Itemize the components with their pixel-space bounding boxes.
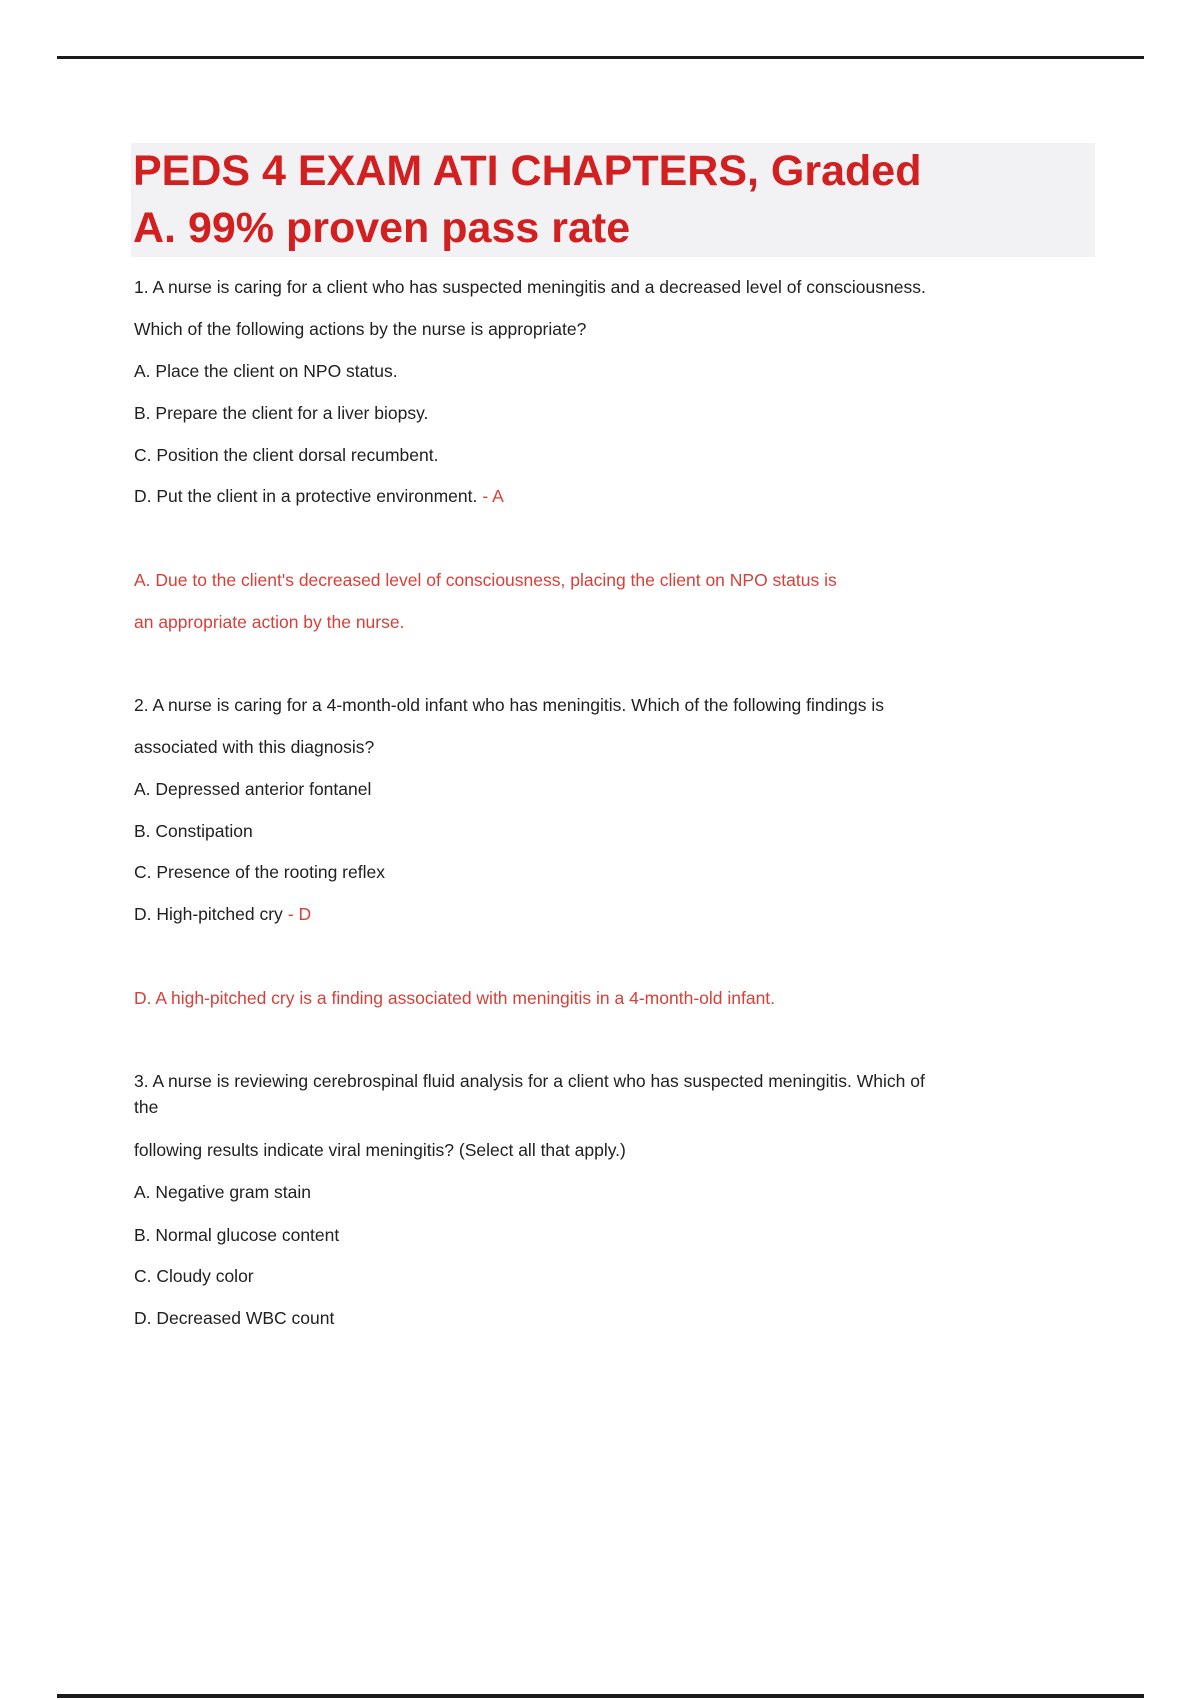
q3-option-a: A. Negative gram stain <box>134 1182 312 1202</box>
q2-option-a: A. Depressed anterior fontanel <box>134 779 372 799</box>
footer-rule <box>57 1694 1144 1698</box>
q1-option-a: A. Place the client on NPO status. <box>134 361 398 381</box>
q1-option-b: B. Prepare the client for a liver biopsy. <box>134 403 429 423</box>
q1-option-c: C. Position the client dorsal recumbent. <box>134 445 439 465</box>
q2-stem-line-1: 2. A nurse is caring for a 4-month-old infant who has meningitis. Which of the following findings is <box>134 695 884 715</box>
page-title <box>133 143 1095 257</box>
q2-option-c: C. Presence of the rooting reflex <box>134 862 385 882</box>
page-title-line-2: A. 99% proven pass rate <box>133 204 631 252</box>
q2-answer-marker: - D <box>287 904 312 924</box>
q3-stem-line-2: the <box>134 1097 159 1117</box>
q1-answer-marker: - A <box>482 486 504 506</box>
q1-rationale-line-1: A. Due to the client's decreased level of consciousness, placing the client on NPO status is <box>134 570 837 590</box>
q1-rationale-line-2: an appropriate action by the nurse. <box>134 612 405 632</box>
q2-option-b: B. Constipation <box>134 821 253 841</box>
title-highlight-box <box>131 143 1095 257</box>
q1-stem-line-1: 1. A nurse is caring for a client who has suspected meningitis and a decreased level of consciousness. <box>134 277 926 297</box>
header-rule <box>57 56 1144 59</box>
q3-option-b: B. Normal glucose content <box>134 1225 340 1245</box>
q3-option-c: C. Cloudy color <box>134 1266 254 1286</box>
q1-stem-line-2: Which of the following actions by the nurse is appropriate? <box>134 319 587 339</box>
q2-option-d <box>134 903 311 925</box>
q1-option-d <box>134 485 504 507</box>
q2-rationale-line-1: D. A high-pitched cry is a finding associated with meningitis in a 4-month-old infant. <box>134 988 776 1008</box>
q1-option-d-text: D. Put the client in a protective environment. <box>134 486 478 506</box>
page-title-line-1: PEDS 4 EXAM ATI CHAPTERS, Graded <box>133 147 922 195</box>
q3-stem-line-3: following results indicate viral meningitis? (Select all that apply.) <box>134 1140 626 1160</box>
q3-option-d: D. Decreased WBC count <box>134 1308 335 1328</box>
q2-stem-line-2: associated with this diagnosis? <box>134 737 375 757</box>
q3-stem-line-1: 3. A nurse is reviewing cerebrospinal fluid analysis for a client who has suspected meningitis. Which of <box>134 1071 925 1091</box>
q2-option-d-text: D. High-pitched cry <box>134 904 283 924</box>
